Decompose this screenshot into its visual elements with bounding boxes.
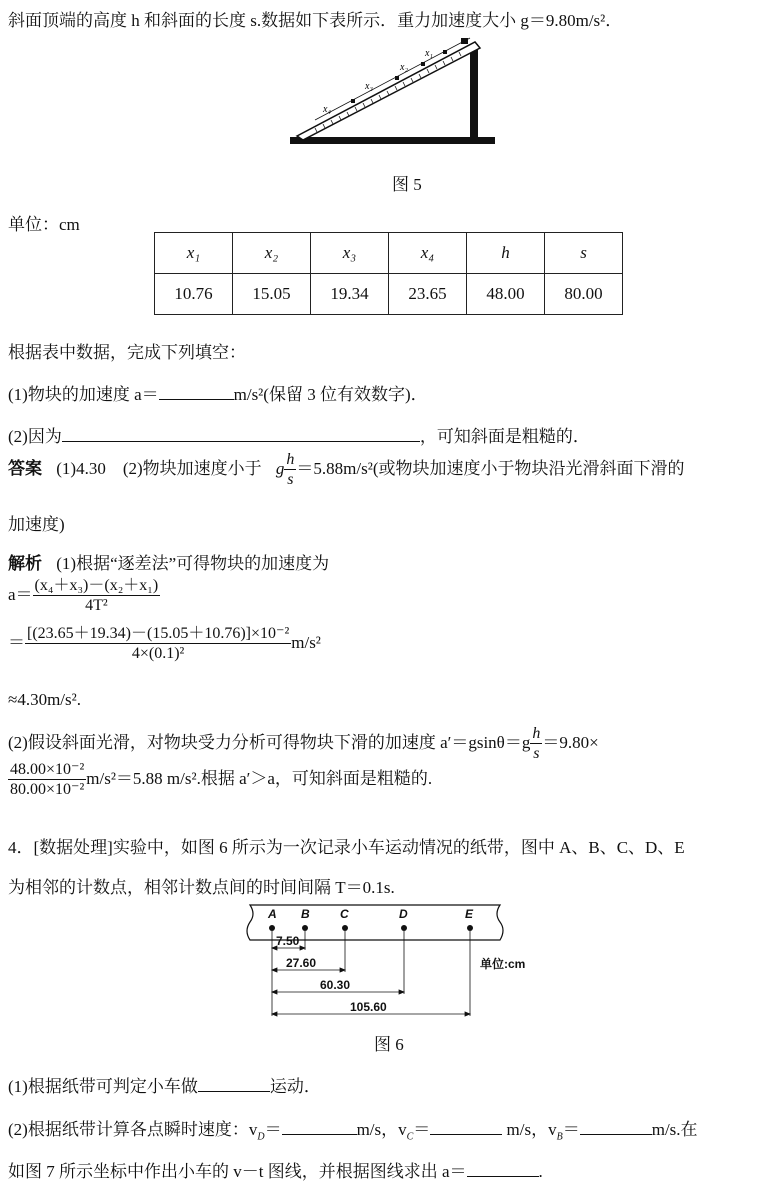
q4-1-answer-blank[interactable] (198, 1077, 270, 1092)
analysis-intro (8, 549, 329, 574)
table-header-cell: x₄ (389, 233, 467, 274)
p2-fnum: h (532, 725, 541, 742)
figure-6-tape (238, 902, 558, 1022)
frac-den: s (287, 471, 294, 488)
point-A (269, 925, 275, 931)
vC-subscript: C (406, 1131, 414, 1143)
q4-3-prefix: 如图 7 所示坐标中作出小车的 v－t 图线，并根据图线求出 a＝ (8, 1162, 467, 1181)
q1-prefix: (1)物块的加速度 a＝ (8, 385, 159, 404)
point-E (467, 925, 473, 931)
dist-AD: 60.30 (320, 978, 351, 992)
analysis-part2-line2 (8, 760, 432, 800)
p2-fraction (8, 760, 86, 800)
label-D: D (399, 907, 408, 921)
label-B: B (301, 907, 310, 921)
table-cell: 10.76 (155, 274, 233, 315)
unit-label: 单位：cm (8, 215, 80, 234)
table-value-row (155, 274, 623, 315)
point-C (342, 925, 348, 931)
answer-part2: ＝5.88m/s²(或物块加速度小于物块沿光滑斜面下滑的 (296, 458, 685, 478)
analysis-eq2 (8, 624, 321, 664)
p2-fden: s (533, 745, 540, 762)
q4-2-eq2: ＝ (413, 1120, 431, 1139)
table-cell: 15.05 (233, 274, 311, 315)
question-1 (8, 380, 428, 405)
eq2-num: [(23.65＋19.34)－(15.05＋10.76)]×10⁻² (27, 625, 290, 642)
label-C: C (340, 907, 349, 921)
eq2-lhs: ＝ (8, 632, 25, 652)
answer-g: g (275, 458, 285, 478)
dist-AE: 105.60 (350, 1000, 387, 1014)
answer-line2: 加速度) (8, 515, 65, 534)
eq2-unit: m/s² (291, 632, 321, 652)
data-table (154, 232, 623, 315)
q4-line1 (8, 833, 685, 858)
answer-label: 答案 (8, 458, 42, 478)
table-header-row (155, 233, 623, 274)
answer-line (8, 450, 684, 490)
table-header-cell: h (467, 233, 545, 274)
dist-AC: 27.60 (286, 956, 317, 970)
eq2-fraction (25, 624, 291, 664)
table-cell: 80.00 (545, 274, 623, 315)
q4-2-prefix: (2)根据纸带计算各点瞬时速度：v (8, 1120, 258, 1139)
figure-5-incline (285, 32, 500, 152)
label-E: E (465, 907, 474, 921)
p2-c: m/s²＝5.88 m/s².根据 a′＞a，可知斜面是粗糙的. (86, 768, 433, 788)
answer-fraction (284, 450, 296, 490)
q4-part3 (8, 1157, 543, 1182)
figure-5-caption: 图 5 (392, 175, 422, 194)
question-2 (8, 422, 590, 447)
point-D (401, 925, 407, 931)
p2-num: 48.00×10⁻² (10, 761, 85, 778)
p2-den: 80.00×10⁻² (10, 781, 85, 798)
fig5-x3: x₃ (365, 81, 373, 92)
p2-a: (2)假设斜面光滑，对物块受力分析可得物块下滑的加速度 a′＝gsinθ＝g (8, 732, 531, 752)
analysis-eq3: ≈4.30m/s². (8, 690, 81, 709)
vD-subscript: D (257, 1131, 265, 1143)
q2-answer-blank[interactable] (62, 427, 420, 442)
q2-suffix: ，可知斜面是粗糙的． (419, 427, 590, 446)
table-cell: 19.34 (311, 274, 389, 315)
analysis-eq1 (8, 576, 160, 616)
intro-line: 斜面顶端的高度 h 和斜面的长度 s.数据如下表所示．重力加速度大小 g＝9.80m/s²． (8, 11, 623, 30)
q1-suffix: m/s²(保留 3 位有效数字)． (233, 385, 428, 404)
table-cell: 48.00 (467, 274, 545, 315)
figure-6-caption: 图 6 (374, 1035, 404, 1054)
q4-1-prefix: (1)根据纸带可判定小车做 (8, 1077, 198, 1096)
q4-2-unit1: m/s，v (356, 1120, 407, 1139)
q4-line2: 为相邻的计数点，相邻计数点间的时间间隔 T＝0.1s. (8, 878, 395, 897)
fig5-x2: x₂ (400, 62, 408, 73)
q4-part2 (8, 1115, 698, 1142)
q4-number: 4． (8, 838, 34, 857)
eq1-den: 4T² (85, 597, 108, 614)
table-header-cell: x₁ (155, 233, 233, 274)
dist-AB: 7.50 (276, 934, 300, 948)
vB-subscript: B (556, 1131, 563, 1143)
p2-b: ＝9.80× (542, 732, 599, 752)
analysis-part2-line1 (8, 724, 599, 764)
label-A: A (268, 907, 277, 921)
q4-text1: 实验中，如图 6 所示为一次记录小车运动情况的纸带，图中 A、B、C、D、E (112, 838, 685, 857)
table-header-cell: x₂ (233, 233, 311, 274)
table-header-cell: s (545, 233, 623, 274)
fig5-x4: x₄ (323, 104, 331, 115)
q4-2-unit3: m/s.在 (651, 1120, 698, 1139)
fig5-x1: x₁ (425, 48, 433, 59)
eq1-num: (x₄＋x₃)－(x₂＋x₁) (34, 577, 159, 594)
table-cell: 23.65 (389, 274, 467, 315)
q4-2-unit2: m/s，v (502, 1120, 557, 1139)
q4-1-suffix: 运动． (269, 1077, 321, 1096)
fig6-unit: 单位:cm (480, 957, 526, 971)
table-header-cell: x₃ (311, 233, 389, 274)
q4-tag: [数据处理] (33, 838, 113, 857)
point-B (302, 925, 308, 931)
q4-3-suffix: . (538, 1162, 543, 1181)
eq2-den: 4×(0.1)² (131, 645, 185, 662)
eq1-fraction (33, 576, 161, 616)
q1-answer-blank[interactable] (159, 385, 234, 400)
q4-2-eq1: ＝ (264, 1120, 282, 1139)
eq1-lhs: a＝ (8, 584, 33, 604)
q4-3-answer-blank[interactable] (467, 1162, 539, 1177)
vC-answer-blank[interactable] (430, 1120, 502, 1135)
q4-2-eq3: ＝ (562, 1120, 580, 1139)
q2-prefix: (2)因为 (8, 427, 62, 446)
analysis-intro-text: (1)根据“逐差法”可得物块的加速度为 (56, 554, 330, 573)
q4-part1 (8, 1072, 321, 1097)
frac-num: h (286, 451, 295, 468)
vD-answer-blank[interactable] (282, 1120, 357, 1135)
analysis-label: 解析 (8, 554, 42, 573)
instruction: 根据表中数据，完成下列填空： (8, 343, 246, 362)
p2-small-fraction (530, 724, 542, 764)
answer-part1: (1)4.30 (2)物块加速度小于 (56, 458, 262, 478)
vB-answer-blank[interactable] (580, 1120, 652, 1135)
